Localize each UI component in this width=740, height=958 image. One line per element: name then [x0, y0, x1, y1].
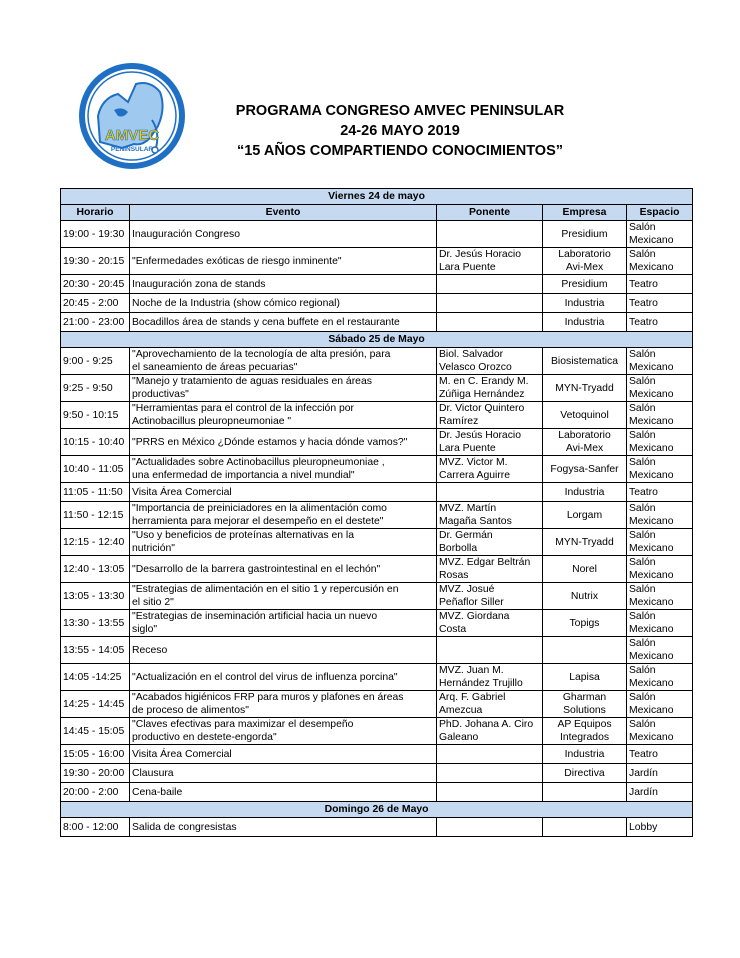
- table-row: [61, 483, 693, 502]
- ponente-cell: Dr. Jesús Horacio Lara Puente: [437, 429, 543, 456]
- espacio-cell: Jardín: [627, 783, 693, 802]
- amvec-logo: [78, 62, 186, 170]
- empresa-cell: Directiva: [543, 764, 627, 783]
- empresa-cell: Industria: [543, 745, 627, 764]
- empresa-cell: MYN-Tryadd: [543, 529, 627, 556]
- empresa-cell: [543, 818, 627, 837]
- table-row: [61, 313, 693, 332]
- espacio-cell: Salón Mexicano: [627, 664, 693, 691]
- horario-cell: 19:30 - 20:15: [61, 248, 130, 275]
- evento-cell: "Desarrollo de la barrera gastrointestinal en el lechón": [130, 556, 437, 583]
- evento-cell: Inauguración Congreso: [130, 221, 437, 248]
- table-row: [61, 745, 693, 764]
- table-row: [61, 529, 693, 556]
- table-row: [61, 248, 693, 275]
- espacio-cell: Salón Mexicano: [627, 556, 693, 583]
- empresa-cell: Gharman Solutions: [543, 691, 627, 718]
- day-header-row: [61, 802, 693, 818]
- espacio-cell: Salón Mexicano: [627, 402, 693, 429]
- ponente-cell: Dr. Jesús Horacio Lara Puente: [437, 248, 543, 275]
- espacio-cell: Salón Mexicano: [627, 583, 693, 610]
- empresa-cell: Industria: [543, 313, 627, 332]
- ponente-cell: MVZ. Martín Magaña Santos: [437, 502, 543, 529]
- espacio-cell: Salón Mexicano: [627, 718, 693, 745]
- table-row: [61, 429, 693, 456]
- evento-cell: "Claves efectivas para maximizar el desempeño productivo en destete-engorda": [130, 718, 437, 745]
- espacio-cell: Salón Mexicano: [627, 375, 693, 402]
- horario-cell: 14:45 - 15:05: [61, 718, 130, 745]
- horario-cell: 12:40 - 13:05: [61, 556, 130, 583]
- column-header-evento: Evento: [130, 205, 437, 221]
- espacio-cell: Teatro: [627, 313, 693, 332]
- table-row: [61, 764, 693, 783]
- ponente-cell: [437, 275, 543, 294]
- evento-cell: "Actualización en el control del virus de influenza porcina": [130, 664, 437, 691]
- espacio-cell: Jardín: [627, 764, 693, 783]
- espacio-cell: Teatro: [627, 745, 693, 764]
- table-row: [61, 375, 693, 402]
- espacio-cell: Salón Mexicano: [627, 637, 693, 664]
- ponente-cell: [437, 764, 543, 783]
- empresa-cell: Norel: [543, 556, 627, 583]
- horario-cell: 10:40 - 11:05: [61, 456, 130, 483]
- evento-cell: Clausura: [130, 764, 437, 783]
- table-row: [61, 556, 693, 583]
- empresa-cell: Biosistematica: [543, 348, 627, 375]
- empresa-cell: Vetoquinol: [543, 402, 627, 429]
- horario-cell: 20:30 - 20:45: [61, 275, 130, 294]
- evento-cell: Cena-baile: [130, 783, 437, 802]
- horario-cell: 14:05 -14:25: [61, 664, 130, 691]
- espacio-cell: Teatro: [627, 483, 693, 502]
- column-header-row: [61, 205, 693, 221]
- day-title: Viernes 24 de mayo: [61, 189, 693, 205]
- espacio-cell: Salón Mexicano: [627, 456, 693, 483]
- evento-cell: Visita Área Comercial: [130, 483, 437, 502]
- ponente-cell: M. en C. Erandy M. Zúñiga Hernández: [437, 375, 543, 402]
- ponente-cell: MVZ. Victor M. Carrera Aguirre: [437, 456, 543, 483]
- slogan-line: “15 AÑOS COMPARTIENDO CONOCIMIENTOS”: [236, 143, 563, 159]
- espacio-cell: Salón Mexicano: [627, 610, 693, 637]
- empresa-cell: Laboratorio Avi-Mex: [543, 248, 627, 275]
- espacio-cell: Salón Mexicano: [627, 429, 693, 456]
- day-header-row: [61, 332, 693, 348]
- horario-cell: 11:05 - 11:50: [61, 483, 130, 502]
- empresa-cell: Topigs: [543, 610, 627, 637]
- empresa-cell: Lorgam: [543, 502, 627, 529]
- horario-cell: 19:30 - 20:00: [61, 764, 130, 783]
- espacio-cell: Salón Mexicano: [627, 348, 693, 375]
- evento-cell: "Manejo y tratamiento de aguas residuales en áreas productivas": [130, 375, 437, 402]
- horario-cell: 9:25 - 9:50: [61, 375, 130, 402]
- logo-name: AMVEC: [104, 127, 160, 144]
- espacio-cell: Salón Mexicano: [627, 691, 693, 718]
- evento-cell: "Acabados higiénicos FRP para muros y plafones en áreas de proceso de alimentos": [130, 691, 437, 718]
- table-row: [61, 664, 693, 691]
- evento-cell: "Aprovechamiento de la tecnología de alta presión, para el saneamiento de áreas pecuarias": [130, 348, 437, 375]
- evento-cell: "Importancia de preiniciadores en la alimentación como herramienta para mejorar el desempeño en el destete": [130, 502, 437, 529]
- table-row: [61, 783, 693, 802]
- ponente-cell: PhD. Johana A. Ciro Galeano: [437, 718, 543, 745]
- evento-cell: "Estrategias de alimentación en el sitio 1 y repercusión en el sitio 2": [130, 583, 437, 610]
- table-row: [61, 402, 693, 429]
- ponente-cell: [437, 294, 543, 313]
- evento-cell: Inauguración zona de stands: [130, 275, 437, 294]
- evento-cell: Visita Área Comercial: [130, 745, 437, 764]
- evento-cell: "PRRS en México ¿Dónde estamos y hacia dónde vamos?": [130, 429, 437, 456]
- empresa-cell: Industria: [543, 294, 627, 313]
- evento-cell: Salida de congresistas: [130, 818, 437, 837]
- table-row: [61, 691, 693, 718]
- day-title: Domingo 26 de Mayo: [61, 802, 693, 818]
- table-row: [61, 818, 693, 837]
- table-row: [61, 718, 693, 745]
- empresa-cell: Laboratorio Avi-Mex: [543, 429, 627, 456]
- ponente-cell: Arq. F. Gabriel Amezcua: [437, 691, 543, 718]
- table-row: [61, 610, 693, 637]
- empresa-cell: MYN-Tryadd: [543, 375, 627, 402]
- table-row: [61, 348, 693, 375]
- ponente-cell: MVZ. Josué Peñaflor Siller: [437, 583, 543, 610]
- ponente-cell: MVZ. Giordana Costa: [437, 610, 543, 637]
- empresa-cell: Presidium: [543, 221, 627, 248]
- ponente-cell: MVZ. Edgar Beltrán Rosas: [437, 556, 543, 583]
- column-header-horario: Horario: [61, 205, 130, 221]
- column-header-ponente: Ponente: [437, 205, 543, 221]
- table-row: [61, 502, 693, 529]
- table-row: [61, 221, 693, 248]
- espacio-cell: Lobby: [627, 818, 693, 837]
- evento-cell: "Actualidades sobre Actinobacillus pleuropneumoniae , una enfermedad de importancia a nivel mundial": [130, 456, 437, 483]
- empresa-cell: [543, 783, 627, 802]
- ponente-cell: [437, 221, 543, 248]
- horario-cell: 15:05 - 16:00: [61, 745, 130, 764]
- evento-cell: Receso: [130, 637, 437, 664]
- evento-cell: "Uso y beneficios de proteínas alternativas en la nutrición": [130, 529, 437, 556]
- document-header: [200, 101, 600, 161]
- table-row: [61, 637, 693, 664]
- horario-cell: 20:45 - 2:00: [61, 294, 130, 313]
- espacio-cell: Teatro: [627, 294, 693, 313]
- evento-cell: "Herramientas para el control de la infección por Actinobacillus pleuropneumoniae ": [130, 402, 437, 429]
- day-header-row: [61, 189, 693, 205]
- table-row: [61, 456, 693, 483]
- empresa-cell: Industria: [543, 483, 627, 502]
- empresa-cell: Lapisa: [543, 664, 627, 691]
- evento-cell: Bocadillos área de stands y cena buffete en el restaurante: [130, 313, 437, 332]
- horario-cell: 20:00 - 2:00: [61, 783, 130, 802]
- date-line: 24-26 MAYO 2019: [340, 123, 460, 139]
- horario-cell: 19:00 - 19:30: [61, 221, 130, 248]
- empresa-cell: AP Equipos Integrados: [543, 718, 627, 745]
- empresa-cell: Fogysa-Sanfer: [543, 456, 627, 483]
- espacio-cell: Salón Mexicano: [627, 529, 693, 556]
- ponente-cell: [437, 745, 543, 764]
- column-header-espacio: Espacio: [627, 205, 693, 221]
- horario-cell: 10:15 - 10:40: [61, 429, 130, 456]
- ponente-cell: [437, 483, 543, 502]
- espacio-cell: Salón Mexicano: [627, 221, 693, 248]
- evento-cell: "Enfermedades exóticas de riesgo inminente": [130, 248, 437, 275]
- table-row: [61, 275, 693, 294]
- ponente-cell: [437, 818, 543, 837]
- day-title: Sábado 25 de Mayo: [61, 332, 693, 348]
- horario-cell: 13:30 - 13:55: [61, 610, 130, 637]
- empresa-cell: Nutrix: [543, 583, 627, 610]
- ponente-cell: Dr. Victor Quintero Ramírez: [437, 402, 543, 429]
- logo-subtitle: PENINSULAR: [110, 146, 154, 153]
- title-line: PROGRAMA CONGRESO AMVEC PENINSULAR: [235, 103, 565, 119]
- horario-cell: 9:00 - 9:25: [61, 348, 130, 375]
- espacio-cell: Salón Mexicano: [627, 502, 693, 529]
- column-header-empresa: Empresa: [543, 205, 627, 221]
- ponente-cell: MVZ. Juan M. Hernández Trujillo: [437, 664, 543, 691]
- horario-cell: 8:00 - 12:00: [61, 818, 130, 837]
- ponente-cell: [437, 637, 543, 664]
- horario-cell: 14:25 - 14:45: [61, 691, 130, 718]
- espacio-cell: Teatro: [627, 275, 693, 294]
- ponente-cell: Biol. Salvador Velasco Orozco: [437, 348, 543, 375]
- horario-cell: 12:15 - 12:40: [61, 529, 130, 556]
- empresa-cell: Presidium: [543, 275, 627, 294]
- horario-cell: 11:50 - 12:15: [61, 502, 130, 529]
- empresa-cell: [543, 637, 627, 664]
- ponente-cell: Dr. Germán Borbolla: [437, 529, 543, 556]
- horario-cell: 13:05 - 13:30: [61, 583, 130, 610]
- horario-cell: 13:55 - 14:05: [61, 637, 130, 664]
- espacio-cell: Salón Mexicano: [627, 248, 693, 275]
- evento-cell: "Estrategias de inseminación artificial hacia un nuevo siglo": [130, 610, 437, 637]
- program-table: [60, 188, 693, 837]
- ponente-cell: [437, 783, 543, 802]
- table-row: [61, 583, 693, 610]
- horario-cell: 9:50 - 10:15: [61, 402, 130, 429]
- horario-cell: 21:00 - 23:00: [61, 313, 130, 332]
- evento-cell: Noche de la Industria (show cómico regional): [130, 294, 437, 313]
- table-row: [61, 294, 693, 313]
- ponente-cell: [437, 313, 543, 332]
